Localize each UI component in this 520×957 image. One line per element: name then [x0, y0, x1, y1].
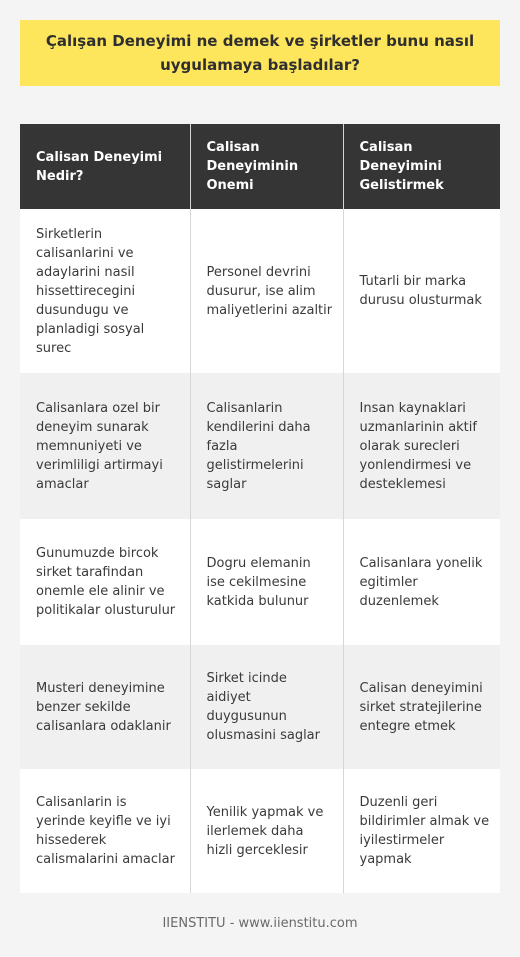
table-row: [20, 373, 500, 519]
table-cell: Calisanlara ozel bir deneyim sunarak memnuniyeti ve verimliligi artirmayi amaclar: [20, 373, 190, 519]
title-banner: [20, 20, 500, 86]
page-title: Çalışan Deneyimi ne demek ve şirketler bunu nasıl uygulamaya başladılar?: [45, 32, 475, 74]
table-cell: Musteri deneyimine benzer sekilde calisanlara odaklanir: [20, 645, 190, 769]
table-cell: Tutarli bir marka durusu olusturmak: [343, 209, 500, 373]
table-cell: Dogru elemanin ise cekilmesine katkida bulunur: [190, 519, 343, 645]
footer-credit: IIENSTITU - www.iienstitu.com: [162, 916, 358, 931]
table-row: [20, 769, 500, 893]
table-header-row: [20, 124, 500, 209]
table-cell: Sirketlerin calisanlarini ve adaylarini nasil hissettirecegini dusundugu ve planladigi sosyal surec: [20, 209, 190, 373]
table-row: [20, 645, 500, 769]
table-cell: Calisanlara yonelik egitimler duzenlemek: [343, 519, 500, 645]
table-cell: Gunumuzde bircok sirket tarafindan onemle ele alinir ve politikalar olusturulur: [20, 519, 190, 645]
table-cell: Insan kaynaklari uzmanlarinin aktif olarak surecleri yonlendirmesi ve desteklemesi: [343, 373, 500, 519]
column-header-definition: Calisan Deneyimi Nedir?: [20, 124, 190, 209]
column-header-importance: Calisan Deneyiminin Onemi: [190, 124, 343, 209]
table-cell: Duzenli geri bildirimler almak ve iyilestirmeler yapmak: [343, 769, 500, 893]
table-cell: Calisanlarin kendilerini daha fazla gelistirmelerini saglar: [190, 373, 343, 519]
table-cell: Sirket icinde aidiyet duygusunun olusmasini saglar: [190, 645, 343, 769]
table-row: [20, 519, 500, 645]
table-cell: Calisanlarin is yerinde keyifle ve iyi hissederek calismalarini amaclar: [20, 769, 190, 893]
comparison-table: [20, 124, 500, 893]
table-cell: Personel devrini dusurur, ise alim maliyetlerini azaltir: [190, 209, 343, 373]
column-header-improvement: Calisan Deneyimini Gelistirmek: [343, 124, 500, 209]
table-cell: Calisan deneyimini sirket stratejilerine entegre etmek: [343, 645, 500, 769]
table-row: [20, 209, 500, 373]
table-cell: Yenilik yapmak ve ilerlemek daha hizli gerceklesir: [190, 769, 343, 893]
